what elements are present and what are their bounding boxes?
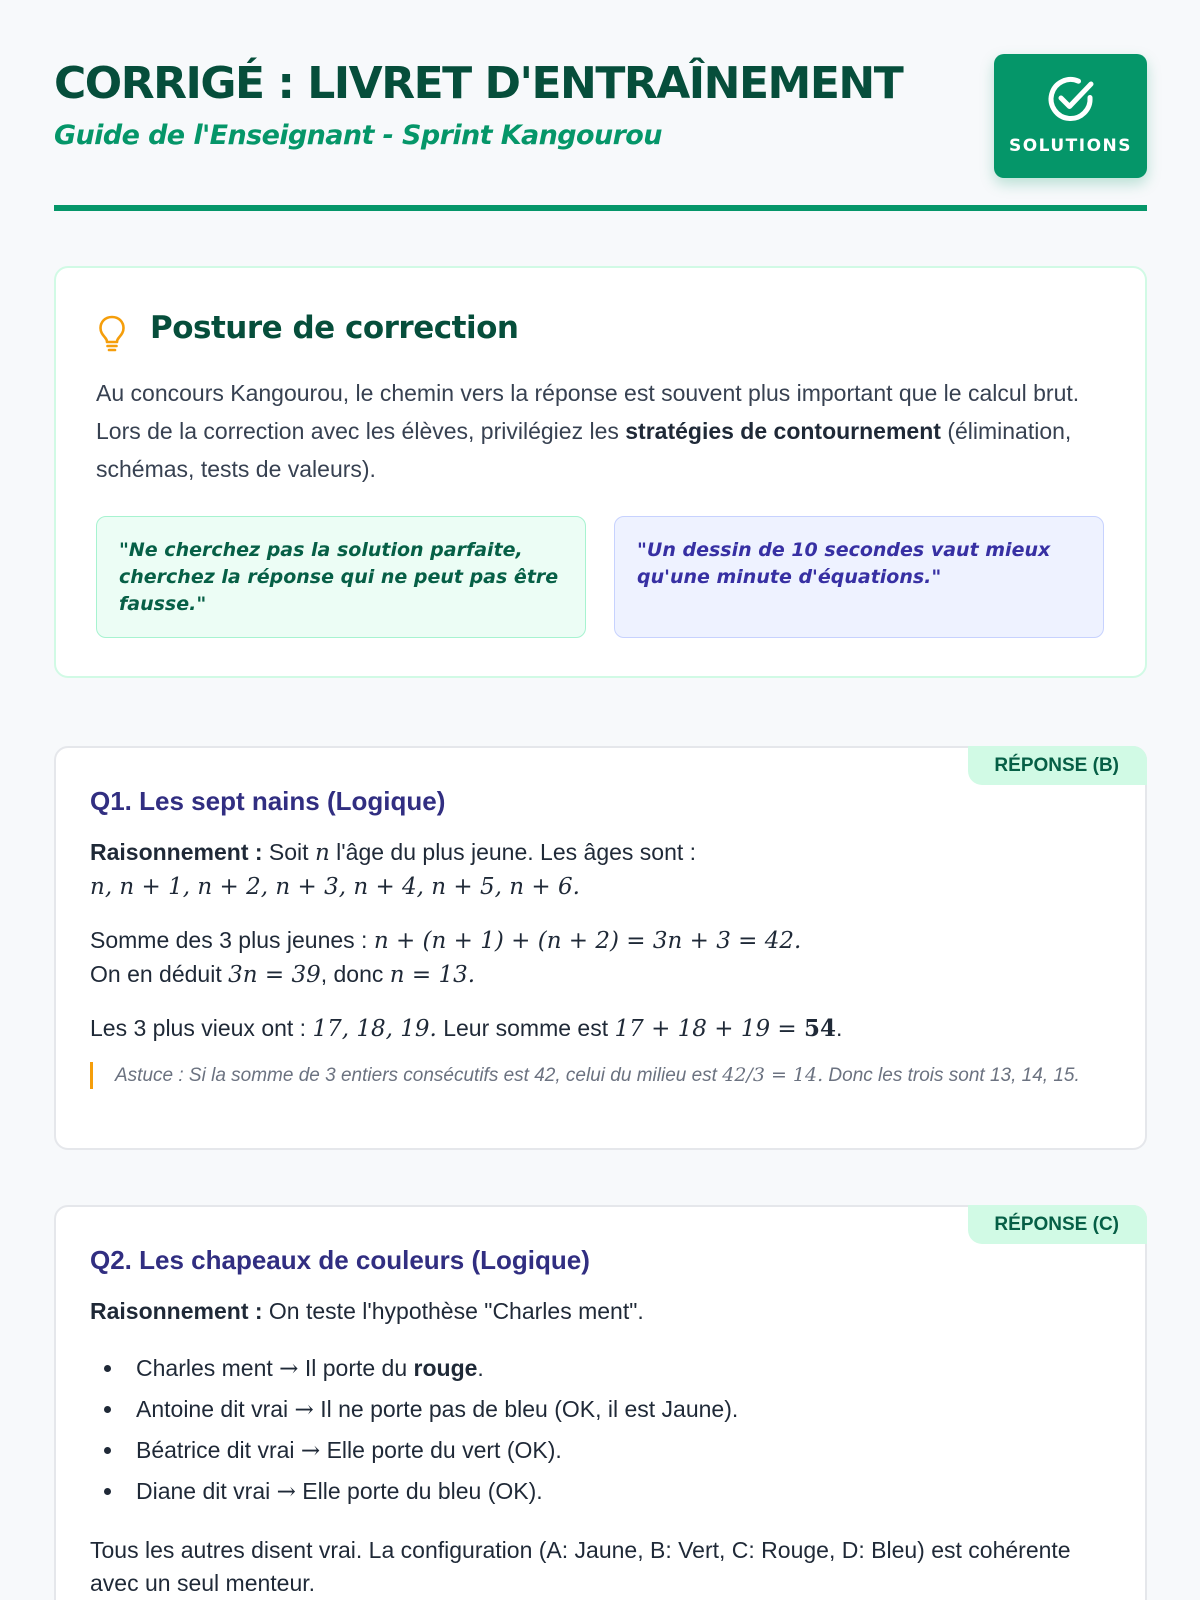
header-divider: [54, 205, 1147, 211]
question-body: [90, 1295, 1110, 1600]
arrow-icon: →: [300, 1438, 321, 1464]
quote-green: "Ne cherchez pas la solution parfaite, cherchez la réponse qui ne peut pas être fausse.": [96, 516, 586, 638]
text: Donc les trois sont 13, 14, 15.: [823, 1065, 1080, 1086]
arrow-icon: →: [276, 1479, 296, 1505]
math-expression: 17, 18, 19.: [312, 1016, 437, 1042]
math-expression: n + (n + 1) + (n + 2) = 3n + 3 = 42.: [373, 928, 802, 954]
text: Les 3 plus vieux ont :: [90, 1015, 313, 1041]
text: l'âge du plus jeune. Les âges sont :: [329, 839, 697, 865]
math-expression: n, n + 1, n + 2, n + 3, n + 4, n + 5, n + 6.: [90, 874, 580, 900]
posture-text: [96, 374, 1106, 488]
bold-text: rouge: [413, 1355, 478, 1381]
arrow-icon: →: [294, 1397, 314, 1423]
text: On teste l'hypothèse "Charles ment".: [262, 1298, 644, 1324]
badge-label: SOLUTIONS: [1008, 136, 1133, 156]
posture-title: Posture de correction: [150, 310, 519, 346]
answer-tag: RÉPONSE (C): [968, 1205, 1147, 1244]
reasoning-label: Raisonnement :: [90, 1298, 263, 1324]
text: .: [477, 1355, 484, 1381]
text: Il porte du: [298, 1355, 414, 1381]
text: Elle porte du bleu (OK).: [295, 1478, 543, 1504]
check-circle-icon: [1044, 72, 1098, 126]
text: Béatrice dit vrai: [136, 1437, 295, 1463]
list-item: [90, 1471, 1110, 1512]
reasoning-paragraph: [90, 1012, 1110, 1046]
page-header: [54, 54, 1147, 214]
page-title: CORRIGÉ : LIVRET D'ENTRAÎNEMENT: [54, 58, 903, 109]
text: Elle porte du vert (OK).: [320, 1437, 562, 1463]
solutions-badge: [994, 54, 1147, 178]
question-title: Q2. Les chapeaux de couleurs (Logique): [90, 1245, 590, 1275]
question-title: Q1. Les sept nains (Logique): [90, 786, 446, 816]
reasoning-paragraph: [90, 836, 1110, 904]
hypothesis-list: [90, 1348, 1110, 1512]
conclusion: Tous les autres disent vrai. La configuration (A: Jaune, B: Vert, C: Rouge, D: Bleu) est cohérente avec un seul menteur.: [90, 1537, 1071, 1596]
arrow-icon: →: [279, 1356, 299, 1382]
text: Diane dit vrai: [136, 1478, 271, 1504]
reasoning-paragraph: [90, 1295, 1110, 1328]
text: Il ne porte pas de bleu (OK, il est Jaune).: [313, 1396, 739, 1422]
text: .: [836, 1015, 843, 1041]
list-item: [90, 1389, 1110, 1430]
tip-callout: [90, 1062, 1110, 1089]
posture-card: [54, 266, 1147, 678]
page-subtitle: Guide de l'Enseignant - Sprint Kangourou: [54, 120, 662, 151]
question-card-q2: [54, 1205, 1147, 1600]
text: , donc: [320, 961, 390, 987]
list-item: [90, 1430, 1110, 1471]
text: Charles ment: [136, 1355, 273, 1381]
question-card-q1: [54, 746, 1147, 1150]
math-expression: 3n = 39: [228, 962, 321, 988]
posture-text-part: Au concours Kangourou, le chemin vers la réponse est souvent plus important que le calcul brut. Lors de la correction avec les élèves, privilégiez les: [96, 380, 1080, 444]
reasoning-paragraph: [90, 924, 1110, 992]
math-expression: 42/3 = 14.: [722, 1064, 824, 1086]
reasoning-label: Raisonnement :: [90, 839, 263, 865]
question-body: [90, 836, 1110, 1089]
result-value: 54: [804, 1015, 837, 1042]
math-expression: 17 + 18 + 19 =: [614, 1016, 804, 1042]
posture-text-part: (élimination, schémas, tests de valeurs).: [96, 418, 1072, 482]
posture-text-bold: stratégies de contournement: [625, 418, 941, 444]
text: Astuce : Si la somme de 3 entiers consécutifs est 42, celui du milieu est: [115, 1065, 723, 1086]
math-expression: n: [314, 840, 330, 866]
text: Soit: [262, 839, 315, 865]
text: On en déduit: [90, 961, 229, 987]
text: Somme des 3 plus jeunes :: [90, 927, 374, 953]
math-expression: n = 13.: [389, 962, 476, 988]
text: Leur somme est: [436, 1015, 615, 1041]
quote-blue: "Un dessin de 10 secondes vaut mieux qu'une minute d'équations.": [614, 516, 1104, 638]
text: Antoine dit vrai: [136, 1396, 289, 1422]
lightbulb-icon: [96, 314, 128, 352]
answer-tag: RÉPONSE (B): [968, 746, 1147, 785]
list-item: [90, 1348, 1110, 1389]
